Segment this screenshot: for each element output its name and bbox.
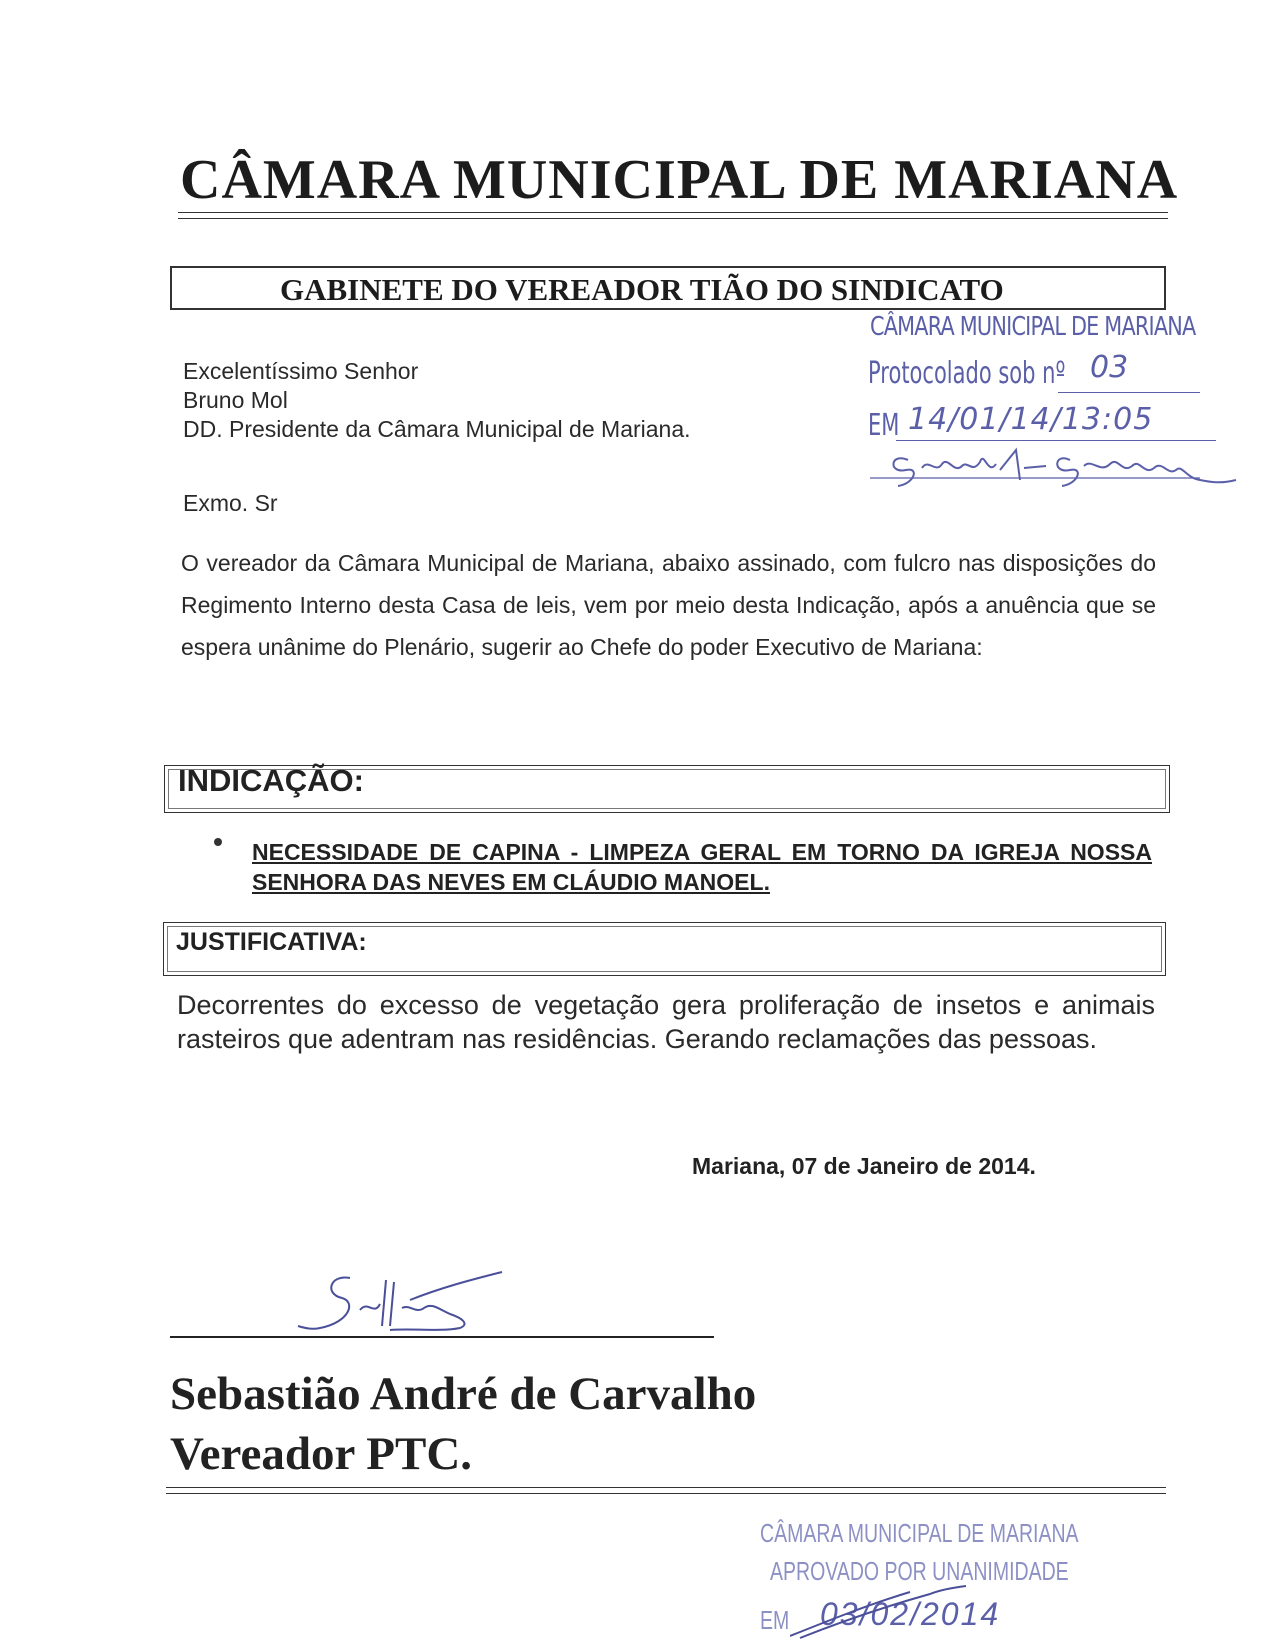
protocol-number: 03: [1090, 350, 1129, 385]
approval-status: APROVADO POR UNANIMIDADE: [770, 1556, 1069, 1586]
signature-line: [170, 1336, 714, 1338]
title-underline: [178, 212, 1168, 213]
page-title: CÂMARA MUNICIPAL DE MARIANA: [180, 149, 1179, 211]
justificativa-title: JUSTIFICATIVA:: [176, 928, 367, 956]
addressee-line-2: Bruno Mol: [183, 387, 288, 413]
signer-role: Vereador PTC.: [170, 1428, 473, 1480]
title-underline-double: [178, 218, 1168, 219]
protocol-number-line: [1058, 392, 1200, 393]
protocol-stamp-header: CÂMARA MUNICIPAL DE MARIANA: [870, 312, 1196, 342]
indicacao-item: NECESSIDADE DE CAPINA - LIMPEZA GERAL EM TORNO DA IGREJA NOSSA SENHORA DAS NEVES EM CLÁUDIO MANOEL.: [252, 839, 1152, 895]
approval-em-label: EM: [760, 1605, 790, 1635]
justificativa-paragraph: Decorrentes do excesso de vegetação gera proliferação de insetos e animais rasteiros que adentram nas residências. Gerando reclamações das pessoas.: [177, 990, 1155, 1054]
addressee-line-1: Excelentíssimo Senhor: [183, 358, 419, 384]
protocol-date-time: 14/01/14/13:05: [908, 402, 1154, 437]
signer-name: Sebastião André de Carvalho: [170, 1368, 757, 1420]
bullet-icon: [214, 838, 222, 846]
addressee-line-3: DD. Presidente da Câmara Municipal de Mariana.: [183, 416, 691, 442]
approval-date: 03/02/2014: [820, 1596, 1001, 1632]
handwritten-signature: [290, 1270, 510, 1340]
salutation: Exmo. Sr: [183, 490, 278, 516]
protocol-label: Protocolado sob nº: [868, 356, 1066, 391]
body-paragraph: O vereador da Câmara Municipal de Mariana, abaixo assinado, com fulcro nas disposições do Regimento Interno desta Casa de leis, vem por meio desta Indicação, após a anuência que se espera unânime do Plenário, sugerir ao Chefe do poder Executivo de Mariana:: [181, 550, 1156, 660]
footer-rule-double: [166, 1493, 1166, 1494]
footer-rule: [166, 1487, 1166, 1488]
approval-initials-mark: [790, 1580, 970, 1640]
protocol-handwritten-signature: [870, 440, 1240, 500]
office-header-box: [170, 266, 1166, 310]
protocol-em-label: EM: [868, 408, 900, 443]
approval-stamp-header: CÂMARA MUNICIPAL DE MARIANA: [760, 1518, 1079, 1548]
indicacao-title: INDICAÇÃO:: [178, 763, 364, 798]
office-header-text: GABINETE DO VEREADOR TIÃO DO SINDICATO: [280, 272, 1004, 307]
date-line: Mariana, 07 de Janeiro de 2014.: [692, 1153, 1036, 1179]
